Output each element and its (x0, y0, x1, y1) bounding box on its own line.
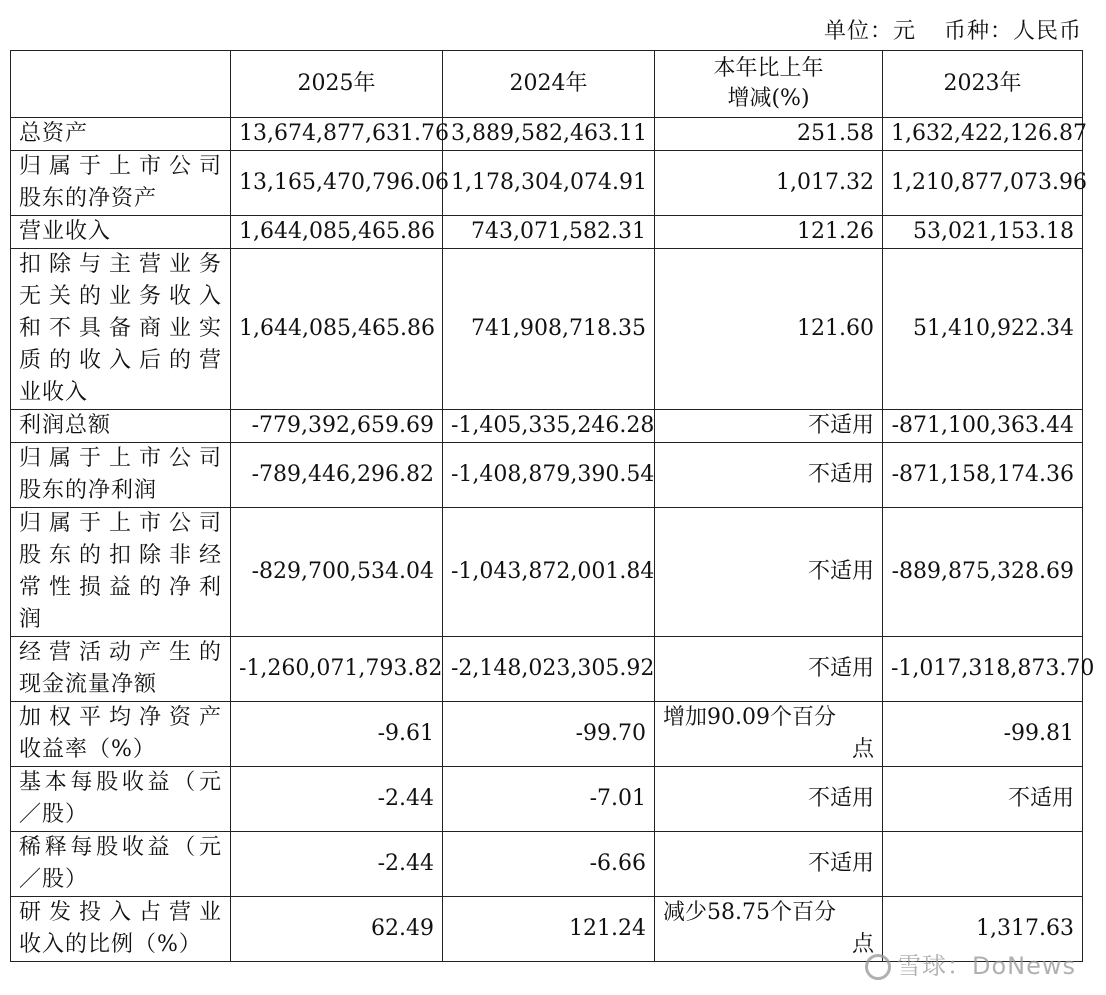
value-2023: 1,210,877,073.96 (883, 151, 1083, 216)
table-row (11, 702, 1083, 767)
row-label (11, 249, 231, 410)
snowball-logo-icon (865, 954, 891, 980)
value-2024: -2,148,023,305.92 (443, 637, 655, 702)
unit-label: 单位：元 (823, 19, 916, 44)
row-label-line: 收入的比例（%） (19, 932, 202, 957)
row-label (11, 151, 231, 216)
row-label (11, 118, 231, 151)
value-2023: -871,100,363.44 (883, 410, 1083, 443)
value-change (655, 897, 883, 962)
value-2023: -99.81 (883, 702, 1083, 767)
row-label-line: 研发投入占营业 (19, 900, 222, 925)
value-2023: -889,875,328.69 (883, 508, 1083, 637)
row-label-line: 股东的净资产 (19, 186, 158, 211)
value-2025: -789,446,296.82 (231, 443, 443, 508)
row-label-line: 质的收入后的营 (19, 348, 222, 373)
value-2023: -871,158,174.36 (883, 443, 1083, 508)
header-change-line1: 本年比上年 (713, 56, 824, 81)
value-2025: -9.61 (231, 702, 443, 767)
value-change-line: 增加90.09个百分 (663, 705, 836, 730)
row-label (11, 216, 231, 249)
header-change (655, 51, 883, 118)
value-2025: -2.44 (231, 767, 443, 832)
table-row (11, 443, 1083, 508)
value-2024: -1,043,872,001.84 (443, 508, 655, 637)
value-change-line: 不适用 (807, 413, 874, 438)
table-row (11, 216, 1083, 249)
row-label (11, 897, 231, 962)
value-2024: 1,178,304,074.91 (443, 151, 655, 216)
value-change-line: 点 (851, 737, 874, 762)
value-change (655, 118, 883, 151)
value-2024: 121.24 (443, 897, 655, 962)
value-2023: 51,410,922.34 (883, 249, 1083, 410)
table-row (11, 151, 1083, 216)
value-change-line: 不适用 (807, 559, 874, 584)
row-label-line: 稀释每股收益（元 (19, 835, 222, 860)
value-2025: -1,260,071,793.82 (231, 637, 443, 702)
value-2025: 13,674,877,631.76 (231, 118, 443, 151)
value-2025: 1,644,085,465.86 (231, 216, 443, 249)
row-label-line: 股东的扣除非经 (19, 543, 222, 568)
table-body (11, 118, 1095, 962)
value-2024: -6.66 (443, 832, 655, 897)
header-item (11, 51, 231, 118)
row-label-line: 归属于上市公司 (19, 154, 222, 179)
value-2023: 53,021,153.18 (883, 216, 1083, 249)
table-row (11, 410, 1083, 443)
row-label (11, 767, 231, 832)
row-label (11, 508, 231, 637)
row-label-line: 股东的净利润 (19, 478, 158, 503)
financial-data-table (10, 50, 1095, 962)
value-change-line: 251.58 (797, 121, 874, 146)
row-label-line: 润 (19, 607, 43, 632)
watermark-text: 雪球：DoNews (896, 952, 1076, 980)
value-2025: -779,392,659.69 (231, 410, 443, 443)
row-label-line: 业收入 (19, 380, 89, 405)
value-2023: 1,632,422,126.87 (883, 118, 1083, 151)
value-2024: 3,889,582,463.11 (443, 118, 655, 151)
value-2024: -1,408,879,390.54 (443, 443, 655, 508)
unit-line (824, 14, 1082, 45)
value-2023: -1,017,318,873.70 (883, 637, 1083, 702)
value-change-line: 不适用 (807, 656, 874, 681)
value-change-line: 点 (851, 932, 874, 957)
value-2025: 1,644,085,465.86 (231, 249, 443, 410)
table-row (11, 767, 1083, 832)
table-row (11, 637, 1083, 702)
row-label-line: 营业收入 (19, 219, 112, 244)
row-label (11, 702, 231, 767)
row-label-line: 常性损益的净利 (19, 575, 222, 600)
header-change-line2: 增减(%) (727, 86, 810, 111)
value-2024: -99.70 (443, 702, 655, 767)
header-2025: 2025年 (231, 51, 443, 118)
row-label-line: 总资产 (19, 121, 89, 146)
value-2024: 741,908,718.35 (443, 249, 655, 410)
value-2025: -829,700,534.04 (231, 508, 443, 637)
value-change (655, 151, 883, 216)
header-row (11, 51, 1083, 118)
table-row (11, 249, 1083, 410)
value-change (655, 702, 883, 767)
row-label (11, 443, 231, 508)
value-change-line: 121.60 (797, 316, 874, 341)
value-change (655, 832, 883, 897)
value-change (655, 249, 883, 410)
value-2025: -2.44 (231, 832, 443, 897)
value-2023: 不适用 (883, 767, 1083, 832)
table-row (11, 832, 1083, 897)
row-label (11, 410, 231, 443)
row-label-line: 扣除与主营业务 (19, 252, 222, 277)
value-change-line: 不适用 (807, 462, 874, 487)
row-label-line: 经营活动产生的 (19, 640, 222, 665)
row-label-line: 基本每股收益（元 (19, 770, 222, 795)
value-2023 (883, 832, 1083, 897)
row-label-line: 收益率（%） (19, 737, 156, 762)
row-label-line: 归属于上市公司 (19, 511, 222, 536)
value-2024: 743,071,582.31 (443, 216, 655, 249)
row-label-line: 无关的业务收入 (19, 284, 222, 309)
value-change (655, 216, 883, 249)
value-2025: 13,165,470,796.06 (231, 151, 443, 216)
value-change (655, 508, 883, 637)
table-row (11, 508, 1083, 637)
value-change (655, 767, 883, 832)
value-2024: -1,405,335,246.28 (443, 410, 655, 443)
row-label-line: 和不具备商业实 (19, 316, 222, 341)
row-label-line: 归属于上市公司 (19, 446, 222, 471)
row-label (11, 832, 231, 897)
value-2023: 1,317.63 (883, 897, 1083, 962)
row-label-line: 现金流量净额 (19, 672, 158, 697)
value-change-line: 1,017.32 (776, 170, 874, 195)
value-change-line: 不适用 (807, 851, 874, 876)
watermark (865, 946, 1076, 981)
value-change-line: 不适用 (807, 786, 874, 811)
row-label-line: 利润总额 (19, 413, 112, 438)
row-label-line: ／股） (19, 867, 89, 892)
row-label-line: ／股） (19, 802, 89, 827)
value-2024: -7.01 (443, 767, 655, 832)
value-change-line: 减少58.75个百分 (663, 900, 836, 925)
value-change (655, 443, 883, 508)
value-2025: 62.49 (231, 897, 443, 962)
currency-label: 币种：人民币 (943, 19, 1082, 44)
value-change-line: 121.26 (797, 219, 874, 244)
header-2023: 2023年 (883, 51, 1083, 118)
table-row (11, 118, 1083, 151)
row-label-line: 加权平均净资产 (19, 705, 222, 730)
row-label (11, 637, 231, 702)
value-change (655, 410, 883, 443)
header-2024: 2024年 (443, 51, 655, 118)
value-change (655, 637, 883, 702)
